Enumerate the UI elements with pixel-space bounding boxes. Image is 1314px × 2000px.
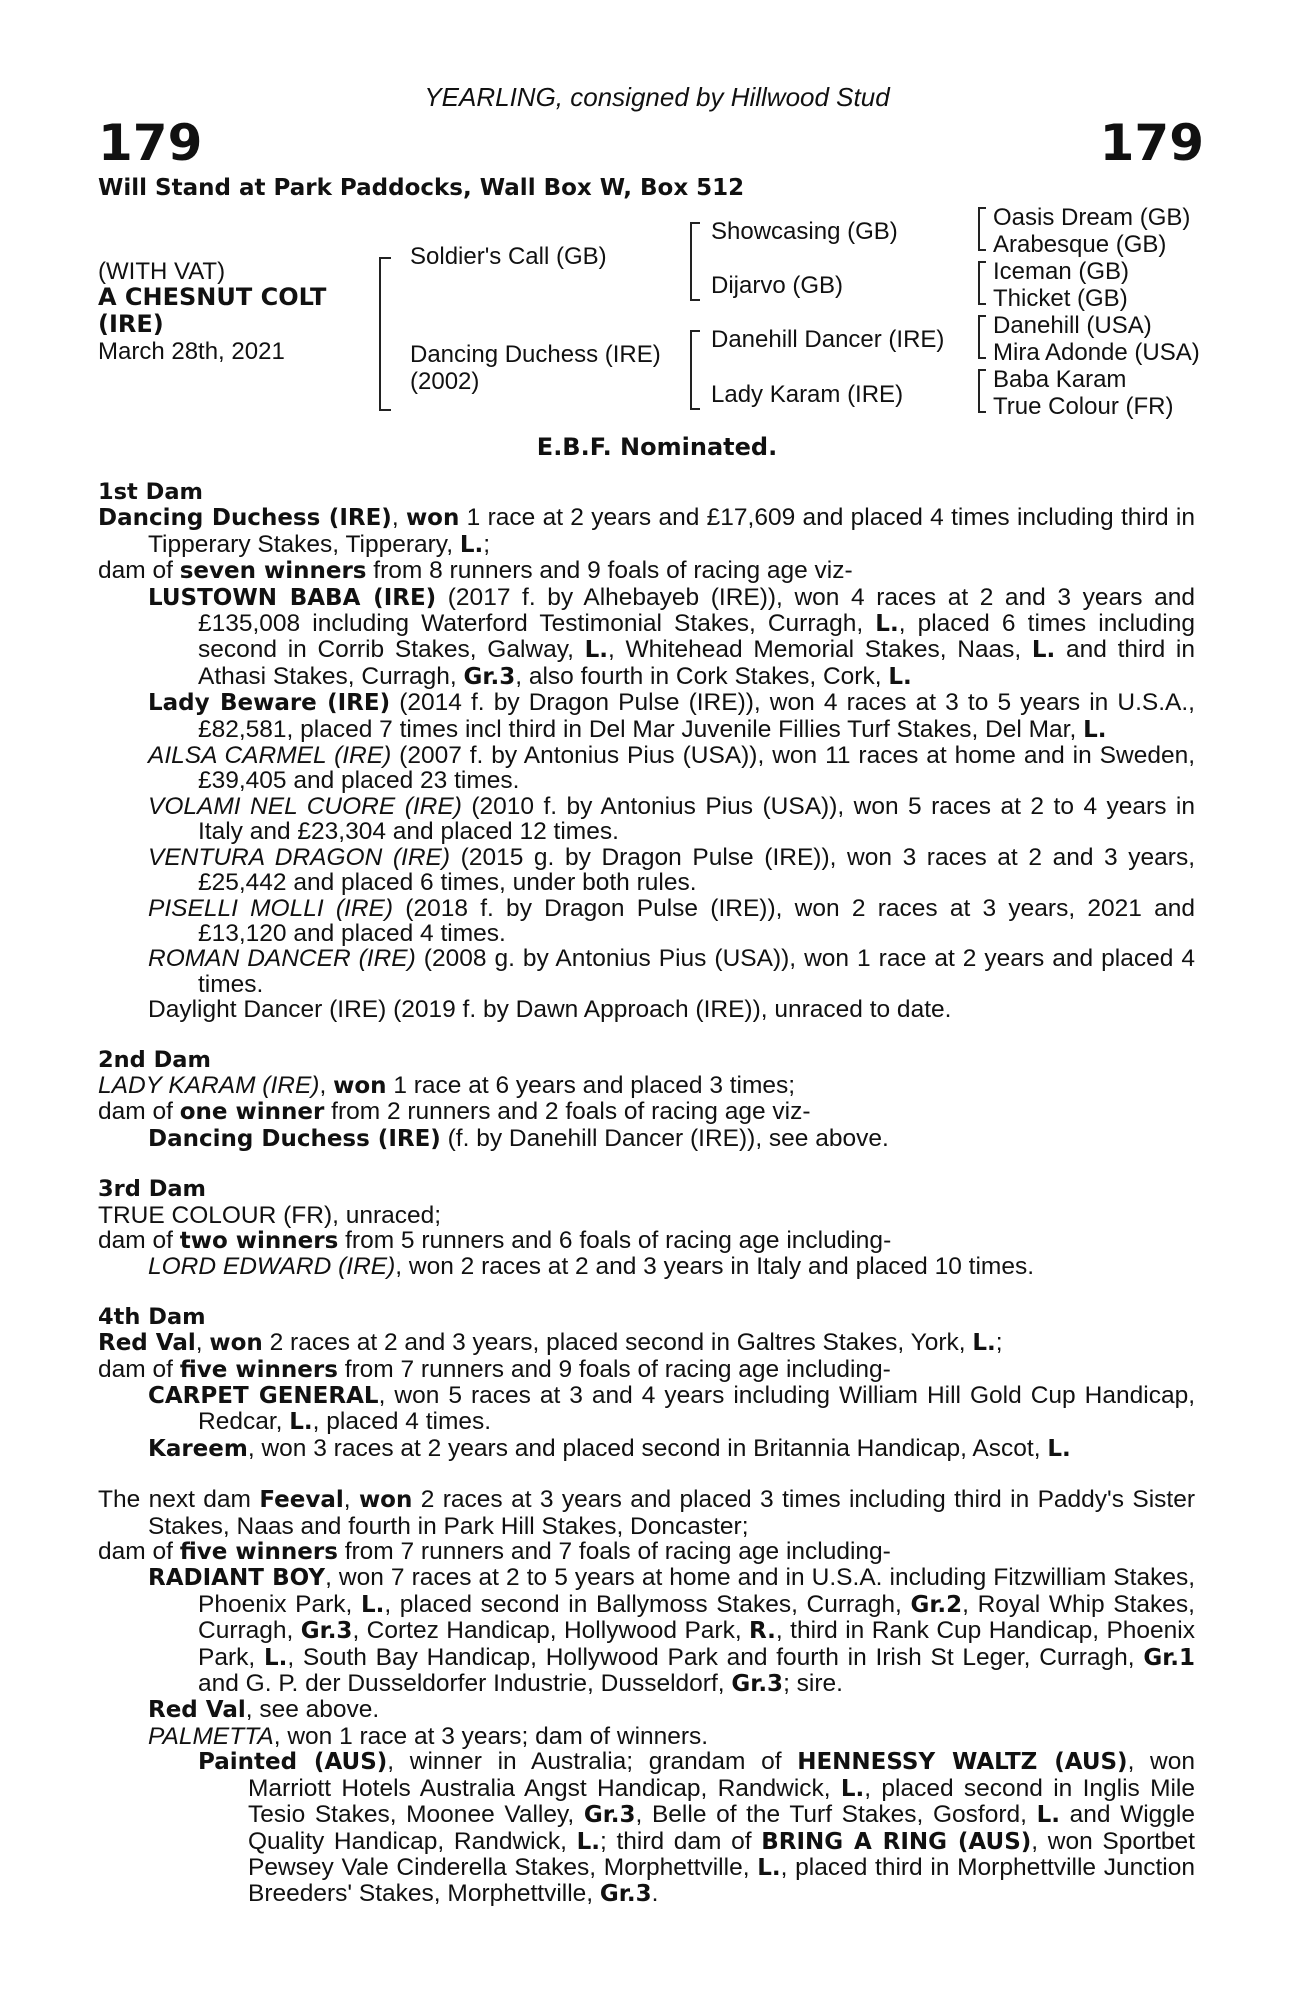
- pedigree-bracket-4: [978, 207, 986, 251]
- produce-entry: Dancing Duchess (IRE) (f. by Danehill Dancer (IRE)), see above.: [148, 1124, 889, 1152]
- sire-sire-dam: Arabesque (GB): [993, 231, 1167, 258]
- produce-entry: Red Val, see above.: [148, 1696, 380, 1724]
- pedigree-bracket-5: [978, 261, 986, 305]
- sire-dam-dam: Thicket (GB): [993, 285, 1128, 312]
- dam-year: (2002): [410, 368, 480, 395]
- section-heading: 3rd Dam: [98, 1176, 206, 1203]
- produce-entry: LORD EDWARD (IRE), won 2 races at 2 and 3 years in Italy and placed 10 times.: [148, 1253, 1035, 1281]
- date-of-birth: March 28th, 2021: [98, 338, 285, 365]
- fourth-dam-section: [98, 1305, 1195, 1462]
- sire-dam-sire: Iceman (GB): [993, 258, 1130, 285]
- produce-entry: VOLAMI NEL CUORE (IRE) (2010 f. by Antonius Pius (USA)), won 5 races at 2 to 4 years in Italy and £23,304 and placed 12 times.: [148, 792, 1195, 846]
- sire-dam: Dijarvo (GB): [711, 272, 844, 299]
- consignor-line: YEARLING, consigned by Hillwood Stud: [424, 82, 890, 112]
- sire: Soldier's Call (GB): [410, 243, 607, 270]
- produce-entry: VENTURA DRAGON (IRE) (2015 g. by Dragon Pulse (IRE)), won 3 races at 2 and 3 years, £25,442 and placed 6 times, under both rules.: [148, 843, 1195, 897]
- dam-record: LADY KARAM (IRE), won 1 race at 6 years and placed 3 times;: [98, 1071, 796, 1099]
- dam-dam-dam: True Colour (FR): [993, 393, 1174, 420]
- lot-number-left: 179: [98, 114, 203, 172]
- dam-sire: Danehill Dancer (IRE): [711, 326, 945, 353]
- second-dam-section: [98, 1048, 1195, 1153]
- sire-sire-sire: Oasis Dream (GB): [993, 204, 1191, 231]
- first-dam-section: [98, 480, 1195, 1023]
- produce-entry: PALMETTA, won 1 race at 3 years; dam of winners.: [148, 1722, 709, 1750]
- section-heading: 4th Dam: [98, 1303, 206, 1330]
- section-heading: 1st Dam: [98, 479, 203, 505]
- dam-dam-sire: Baba Karam: [993, 366, 1127, 393]
- pedigree-bracket-3: [690, 330, 700, 410]
- stand-location: Will Stand at Park Paddocks, Wall Box W, Box 512: [98, 175, 745, 201]
- dam-produce-summary: dam of five winners from 7 runners and 9 foals of racing age including-: [98, 1355, 891, 1383]
- catalogue-body: [98, 480, 1195, 1908]
- dam-produce-summary: dam of seven winners from 8 runners and 9 foals of racing age viz-: [98, 557, 853, 585]
- next-dam-section: [98, 1487, 1195, 1908]
- dam-produce-summary: dam of two winners from 5 runners and 6 foals of racing age including-: [98, 1226, 892, 1254]
- section-heading: 2nd Dam: [98, 1046, 211, 1073]
- dam-dam: Lady Karam (IRE): [711, 381, 904, 408]
- produce-entry: LUSTOWN BABA (IRE) (2017 f. by Alhebayeb (IRE)), won 4 races at 2 and 3 years and £135,008 including Waterford Testimonial Stakes, Curragh, L., placed 6 times including second in Corrib Stakes, Galway, L., Whitehead Memorial Stakes, Naas, L. and third in Athasi Stakes, Curragh, Gr.3, also fourth in Cork Stakes, Cork, L.: [148, 583, 1196, 690]
- lot-number-right: 179: [1099, 114, 1204, 172]
- dam-record: Red Val, won 2 races at 2 and 3 years, placed second in Galtres Stakes, York, L.;: [98, 1329, 1003, 1357]
- produce-entry: Kareem, won 3 races at 2 years and placed second in Britannia Handicap, Ascot, L.: [148, 1434, 1071, 1462]
- sire-sire: Showcasing (GB): [711, 218, 898, 245]
- dam: Dancing Duchess (IRE): [410, 341, 661, 368]
- pedigree-bracket-2: [690, 222, 700, 301]
- produce-entry: Painted (AUS), winner in Australia; grandam of HENNESSY WALTZ (AUS), won Marriott Hotels Australia Angst Handicap, Randwick, L., placed second in Inglis Mile Tesio Stakes, Moonee Valley, Gr.3, Belle of the Turf Stakes, Gosford, L. and Wiggle Quality Handicap, Randwick, L.; third dam of BRING A RING (AUS), won Sportbet Pewsey Vale Cinderella Stakes, Morphettville, L., placed third in Morphettville Junction Breeders' Stakes, Morphettville, Gr.3.: [198, 1748, 1195, 1908]
- dam-produce-summary: dam of one winner from 2 runners and 2 foals of racing age viz-: [98, 1098, 811, 1126]
- dam-record: TRUE COLOUR (FR), unraced;: [98, 1201, 442, 1229]
- horse-name: A CHESNUT COLT: [98, 283, 327, 311]
- dam-record: The next dam Feeval, won 2 races at 3 years and placed 3 times including third in Paddy's Sister Stakes, Naas and fourth in Park Hill Stakes, Doncaster;: [98, 1486, 1195, 1540]
- dam-record: Dancing Duchess (IRE), won 1 race at 2 years and £17,609 and placed 4 times including third in Tipperary Stakes, Tipperary, L.;: [98, 504, 1195, 558]
- produce-entry: PISELLI MOLLI (IRE) (2018 f. by Dragon Pulse (IRE)), won 2 races at 3 years, 2021 and £13,120 and placed 4 times.: [148, 894, 1195, 947]
- pedigree-bracket-1: [379, 257, 391, 411]
- produce-entry: Lady Beware (IRE) (2014 f. by Dragon Pulse (IRE)), won 4 races at 3 to 5 years in U.S.A., £82,581, placed 7 times incl third in Del Mar Juvenile Fillies Turf Stakes, Del Mar, L.: [148, 689, 1195, 743]
- dam-produce-summary: dam of five winners from 7 runners and 7 foals of racing age including-: [98, 1538, 891, 1566]
- dam-sire-dam: Mira Adonde (USA): [993, 339, 1200, 366]
- produce-entry: AILSA CARMEL (IRE) (2007 f. by Antonius Pius (USA)), won 11 races at home and in Sweden, £39,405 and placed 23 times.: [148, 742, 1195, 795]
- dam-sire-sire: Danehill (USA): [993, 312, 1152, 339]
- pedigree-bracket-6: [978, 315, 986, 359]
- pedigree-bracket-7: [978, 369, 986, 413]
- ebf-nominated: E.B.F. Nominated.: [536, 433, 778, 461]
- produce-entry: RADIANT BOY, won 7 races at 2 to 5 years at home and in U.S.A. including Fitzwilliam Stakes, Phoenix Park, L., placed second in Ballymoss Stakes, Curragh, Gr.2, Royal Whip Stakes, Curragh, Gr.3, Cortez Handicap, Hollywood Park, R., third in Rank Cup Handicap, Phoenix Park, L., South Bay Handicap, Hollywood Park and fourth in Irish St Leger, Curragh, Gr.1 and G. P. der Dusseldorfer Industrie, Dusseldorf, Gr.3; sire.: [148, 1564, 1195, 1698]
- dam-name: Dancing Duchess (IRE): [98, 505, 392, 532]
- vat-note: (WITH VAT): [98, 258, 226, 285]
- third-dam-section: [98, 1177, 1195, 1280]
- produce-entry: ROMAN DANCER (IRE) (2008 g. by Antonius Pius (USA)), won 1 race at 2 years and placed 4 times.: [148, 945, 1195, 998]
- produce-entry: Daylight Dancer (IRE) (2019 f. by Dawn Approach (IRE)), unraced to date.: [148, 996, 952, 1024]
- horse-name-country: (IRE): [98, 310, 164, 338]
- produce-entry: CARPET GENERAL, won 5 races at 3 and 4 years including William Hill Gold Cup Handicap, Redcar, L., placed 4 times.: [148, 1382, 1195, 1436]
